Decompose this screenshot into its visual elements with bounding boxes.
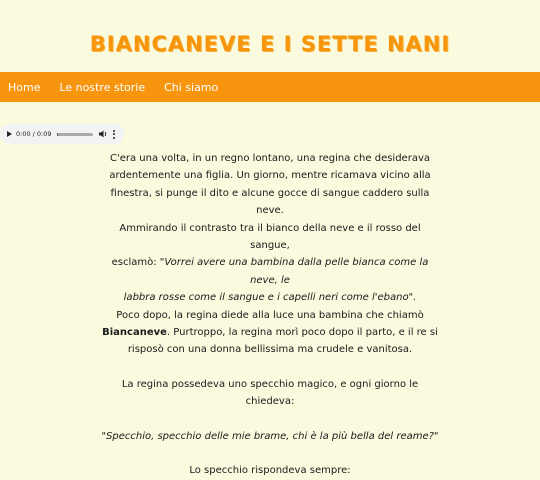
nav-link-chi-siamo[interactable]: Chi siamo: [164, 80, 219, 94]
story-line: Poco dopo, la regina diede alla luce una bambina che chiamò: [116, 309, 424, 321]
more-options-icon[interactable]: [113, 130, 116, 139]
story-line: esclamò:: [111, 257, 160, 269]
story-paragraph-2: La regina possedeva uno specchio magico, e ogni giorno le chiedeva:: [121, 378, 419, 408]
story-quote: "Specchio, specchio delle mie brame, chi è la più bella del reame?": [101, 430, 439, 442]
story-quote: "Vorrei avere una bambina dalla pelle bianca come la neve, le: [159, 257, 429, 286]
story-name-biancaneve: Biancaneve: [102, 327, 167, 339]
volume-icon[interactable]: [99, 130, 108, 138]
play-icon[interactable]: [7, 131, 12, 137]
nav-link-home[interactable]: Home: [8, 80, 41, 94]
story-text: [100, 150, 440, 480]
story-quote: labbra rosse come il sangue e i capelli neri come l'ebano".: [123, 292, 417, 304]
audio-progress-fill: [57, 133, 58, 136]
story-line: finestra, si punge il dito e alcune gocce di sangue caddero sulla neve.: [110, 187, 430, 217]
audio-player: [0, 124, 124, 144]
story-paragraph-1: [100, 150, 440, 359]
audio-progress-slider[interactable]: [57, 133, 93, 136]
site-title: BIANCANEVE E I SETTE NANI: [89, 32, 451, 56]
story-line: . Purtroppo, la regina morì poco dopo il parto, e il re si: [166, 327, 438, 339]
story-line: Ammirando il contrasto tra il bianco della neve e il rosso del sangue,: [119, 222, 421, 252]
story-paragraph-4: Lo specchio rispondeva sempre:: [189, 465, 351, 477]
story-line: C'era una volta, in un regno lontano, una regina che desiderava: [109, 153, 430, 164]
main-navbar: [0, 72, 540, 102]
audio-time: 0:00 / 0:09: [16, 130, 52, 138]
story-line: risposò con una donna bellissima ma crudele e vanitosa.: [127, 344, 413, 356]
story-paragraph-3: [100, 428, 440, 445]
nav-link-le-nostre-storie[interactable]: Le nostre storie: [59, 80, 146, 94]
story-line: ardentemente una figlia. Un giorno, mentre ricamava vicino alla: [109, 170, 431, 182]
